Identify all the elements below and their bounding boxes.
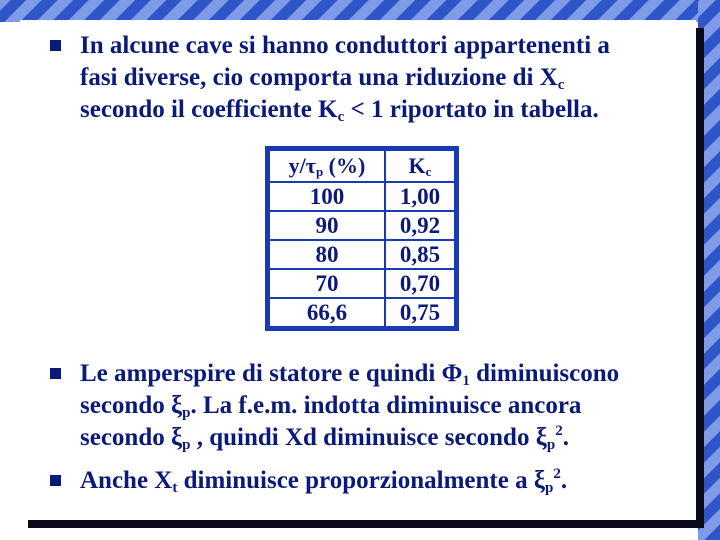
paragraph-2-line-3: secondo $\xi_p$ , quindi Xd diminuisce secondo $\xi_p^2$.	[80, 423, 569, 453]
table-header-row	[269, 150, 455, 182]
paragraph-3	[80, 465, 700, 497]
paragraph-1-line-2: fasi diverse, cio comporta una riduzione di $X_c$	[80, 64, 565, 93]
table-cell: 66,6	[269, 298, 385, 327]
table-cell: 0,75	[385, 298, 455, 327]
paragraph-2-line-1: Le amperspire di statore e quindi $\Phi_1$ diminuiscono	[80, 360, 620, 389]
bullet-square-icon	[50, 475, 61, 486]
bullet-square-icon	[50, 368, 61, 379]
header-y-tau: $y/\tau_p$ (%)	[269, 150, 385, 182]
table-row	[269, 240, 455, 269]
table-row	[269, 298, 455, 327]
slide-card	[20, 20, 696, 520]
table-row	[269, 182, 455, 211]
table-cell: 90	[269, 211, 385, 240]
header-kc: $K_c$	[385, 150, 455, 182]
paragraph-1	[80, 30, 700, 126]
paragraph-3-line-1: Anche $X_t$ diminuisce proporzionalmente a $\xi_p^2$.	[80, 466, 568, 496]
table-cell: 0,70	[385, 269, 455, 298]
paragraph-2	[80, 358, 700, 454]
table-cell: 100	[269, 182, 385, 211]
table-row	[269, 211, 455, 240]
table-cell: 0,85	[385, 240, 455, 269]
table-cell: 80	[269, 240, 385, 269]
bullet-square-icon	[50, 40, 61, 51]
paragraph-1-line-1: In alcune cave si hanno conduttori appartenenti a	[80, 32, 610, 59]
table-row	[269, 269, 455, 298]
decorative-stripe-right	[698, 0, 720, 540]
paragraph-1-line-3: secondo il coefficiente $K_c < 1$ riportato in tabella.	[80, 96, 599, 125]
decorative-stripe-top	[0, 0, 720, 22]
paragraph-2-line-2: secondo $\xi_p$. La f.e.m. indotta diminuisce ancora	[80, 392, 582, 421]
table-cell: 0,92	[385, 211, 455, 240]
coefficient-table	[265, 146, 459, 331]
table-cell: 1,00	[385, 182, 455, 211]
table-cell: 70	[269, 269, 385, 298]
